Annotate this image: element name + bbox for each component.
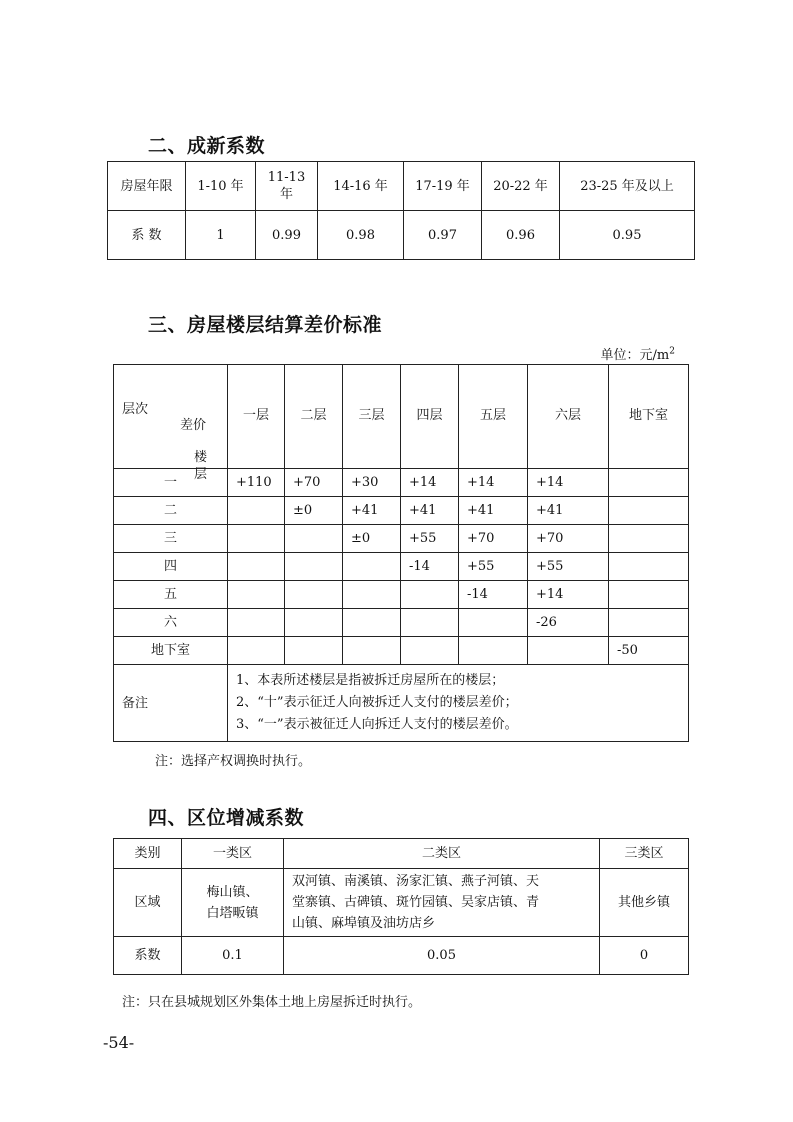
- value-cell: 0.98: [318, 211, 404, 260]
- section-2-title: 二、成新系数: [148, 135, 266, 157]
- value-cell: +70: [285, 469, 343, 497]
- section-3-footnote: 注：选择产权调换时执行。: [155, 754, 312, 769]
- region-3-cell: 其他乡镇: [600, 869, 689, 937]
- value-cell: [228, 637, 285, 665]
- column-header: 五层: [459, 365, 528, 469]
- column-header: 六层: [528, 365, 609, 469]
- value-cell: [609, 609, 689, 637]
- table-header-row: [114, 365, 689, 469]
- value-cell: 0.1: [182, 937, 284, 975]
- value-cell: +55: [401, 525, 459, 553]
- row-label: 系数: [114, 937, 182, 975]
- region-line: 堂寨镇、古碑镇、斑竹园镇、吴家店镇、青: [292, 895, 540, 910]
- page-number: -54-: [103, 1033, 135, 1052]
- remarks-label: 备注: [114, 665, 228, 742]
- value-cell: +55: [528, 553, 609, 581]
- value-cell: [228, 581, 285, 609]
- row-label: 五: [114, 581, 228, 609]
- header-cell: 房屋年限: [108, 162, 186, 211]
- age-coefficient-table: [107, 161, 695, 260]
- value-cell: +41: [459, 497, 528, 525]
- row-label: 一: [114, 469, 228, 497]
- column-header: 三层: [343, 365, 401, 469]
- section-4-title: 四、区位增减系数: [148, 807, 305, 829]
- value-cell: 1: [186, 211, 256, 260]
- value-cell: [228, 609, 285, 637]
- row-label: 六: [114, 609, 228, 637]
- value-cell: [609, 469, 689, 497]
- row-label: 四: [114, 553, 228, 581]
- value-cell: +55: [459, 553, 528, 581]
- value-cell: +41: [343, 497, 401, 525]
- value-cell: +70: [459, 525, 528, 553]
- column-header: 四层: [401, 365, 459, 469]
- value-cell: [609, 553, 689, 581]
- value-cell: [609, 497, 689, 525]
- row-label: 区域: [114, 869, 182, 937]
- value-cell: -14: [401, 553, 459, 581]
- value-cell: +14: [459, 469, 528, 497]
- value-cell: ±0: [343, 525, 401, 553]
- corner-label-floor-order: 层次: [122, 402, 149, 417]
- region-1-cell: [182, 869, 284, 937]
- table-row: [114, 609, 689, 637]
- value-cell: -26: [528, 609, 609, 637]
- header-cell: 一类区: [182, 839, 284, 869]
- value-cell: +110: [228, 469, 285, 497]
- value-cell: [285, 525, 343, 553]
- remark-line: 2、“十”表示征迁人向被拆迁人支付的楼层差价；: [236, 695, 518, 710]
- table-header-row: [108, 162, 695, 211]
- value-cell: [459, 609, 528, 637]
- value-cell: +14: [528, 581, 609, 609]
- row-label: 地下室: [114, 637, 228, 665]
- value-cell: [285, 553, 343, 581]
- table-row: [114, 525, 689, 553]
- value-cell: ±0: [285, 497, 343, 525]
- corner-header-cell: [114, 365, 228, 482]
- row-label: 二: [114, 497, 228, 525]
- unit-superscript: 2: [669, 346, 675, 357]
- table-row: [108, 211, 695, 260]
- value-cell: [401, 581, 459, 609]
- value-cell: [528, 637, 609, 665]
- value-cell: [285, 581, 343, 609]
- corner-label-floor: 楼 层: [193, 450, 215, 482]
- zone-coefficient-table: [113, 838, 689, 975]
- value-cell: 0: [600, 937, 689, 975]
- value-cell: +70: [528, 525, 609, 553]
- corner-label-price-diff: 差价: [180, 418, 207, 433]
- header-cell: 20-22 年: [482, 162, 560, 211]
- header-cell: 二类区: [284, 839, 600, 869]
- value-cell: [609, 525, 689, 553]
- value-cell: [401, 609, 459, 637]
- remark-line: 3、“一”表示被征迁人向拆迁人支付的楼层差价。: [236, 717, 518, 732]
- value-cell: +30: [343, 469, 401, 497]
- region-2-cell: [284, 869, 600, 937]
- value-cell: 0.97: [404, 211, 482, 260]
- value-cell: [609, 581, 689, 609]
- table-header-row: [114, 839, 689, 869]
- value-cell: 0.99: [256, 211, 318, 260]
- value-cell: +14: [528, 469, 609, 497]
- header-cell: 14-16 年: [318, 162, 404, 211]
- column-header: 一层: [228, 365, 285, 469]
- value-cell: 0.05: [284, 937, 600, 975]
- value-cell: 0.95: [560, 211, 695, 260]
- remarks-content: [228, 665, 689, 742]
- value-cell: +41: [401, 497, 459, 525]
- header-cell: 11-13 年: [256, 162, 318, 211]
- section-3-title: 三、房屋楼层结算差价标准: [148, 314, 383, 336]
- header-cell: 1-10 年: [186, 162, 256, 211]
- section-4-footnote: 注：只在县城规划区外集体土地上房屋拆迁时执行。: [122, 995, 422, 1010]
- header-cell: 类别: [114, 839, 182, 869]
- table-row: [114, 497, 689, 525]
- value-cell: [343, 553, 401, 581]
- value-cell: [228, 553, 285, 581]
- table-row: [114, 869, 689, 937]
- remarks-row: [114, 665, 689, 742]
- header-cell: 三类区: [600, 839, 689, 869]
- value-cell: 0.96: [482, 211, 560, 260]
- unit-label: [601, 344, 675, 363]
- region-line: 梅山镇、: [206, 884, 259, 900]
- value-cell: +41: [528, 497, 609, 525]
- value-cell: [343, 609, 401, 637]
- value-cell: [459, 637, 528, 665]
- value-cell: -50: [609, 637, 689, 665]
- header-cell: 23-25 年及以上: [560, 162, 695, 211]
- table-row: [114, 637, 689, 665]
- region-line: 白塔畈镇: [206, 905, 259, 921]
- region-line: 山镇、麻埠镇及油坊店乡: [292, 916, 436, 931]
- value-cell: [343, 581, 401, 609]
- column-header: 地下室: [609, 365, 689, 469]
- remark-line: 1、本表所述楼层是指被拆迁房屋所在的楼层；: [236, 673, 505, 688]
- value-cell: [228, 525, 285, 553]
- floor-price-table: [113, 364, 689, 742]
- table-row: [114, 553, 689, 581]
- header-cell: 17-19 年: [404, 162, 482, 211]
- value-cell: [285, 637, 343, 665]
- region-line: 双河镇、南溪镇、汤家汇镇、燕子河镇、天: [292, 874, 540, 889]
- value-cell: +14: [401, 469, 459, 497]
- row-label: 三: [114, 525, 228, 553]
- unit-text: 单位：元/m: [600, 348, 670, 363]
- value-cell: -14: [459, 581, 528, 609]
- table-row: [114, 581, 689, 609]
- value-cell: [343, 637, 401, 665]
- value-cell: [228, 497, 285, 525]
- value-cell: [285, 609, 343, 637]
- column-header: 二层: [285, 365, 343, 469]
- value-cell: [401, 637, 459, 665]
- row-label: 系 数: [108, 211, 186, 260]
- table-row: [114, 937, 689, 975]
